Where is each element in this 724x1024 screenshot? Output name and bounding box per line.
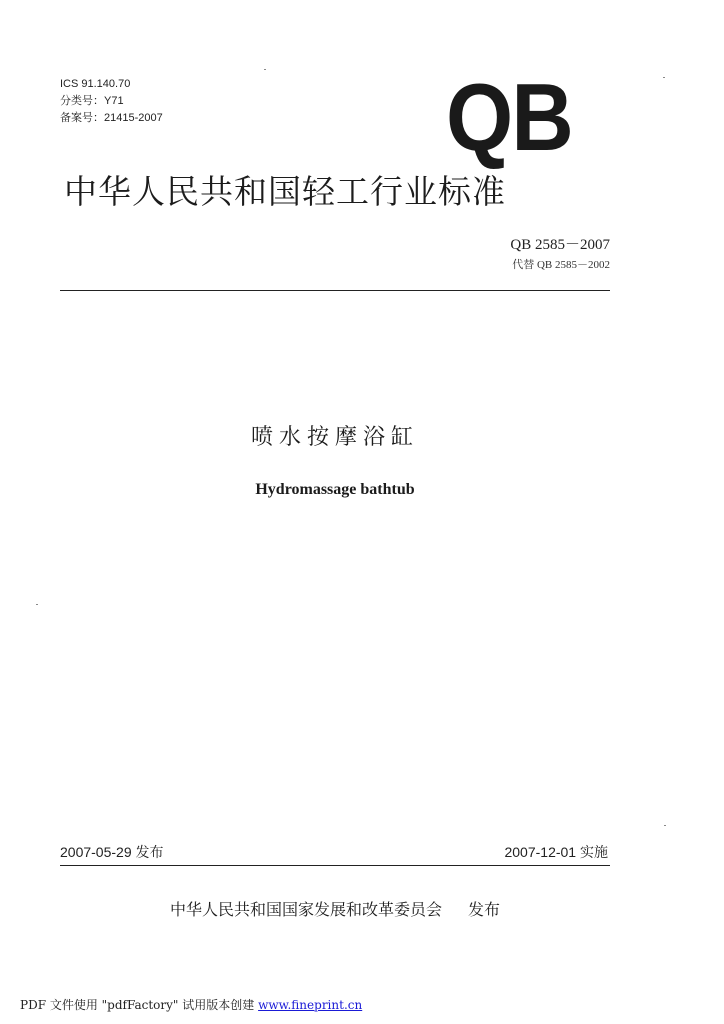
standard-number: QB 2585－2007 (510, 237, 610, 253)
scan-speck (36, 604, 38, 605)
scan-speck (664, 825, 666, 826)
pdf-footer (20, 996, 362, 1013)
document-title-chinese: 喷水按摩浴缸 (250, 425, 419, 450)
ministry-standard-title: 中华人民共和国轻工行业标准 (64, 172, 506, 211)
scan-speck (663, 77, 665, 78)
top-divider (60, 290, 610, 291)
scan-speck (264, 69, 266, 70)
category-code: 分类号：Y71 (60, 95, 124, 107)
effective-date: 2007-12-01 实施 (504, 844, 608, 860)
footer-text: PDF 文件使用 "pdfFactory" 试用版本创建 (20, 998, 255, 1012)
footer-link[interactable]: www.fineprint.cn (258, 998, 363, 1012)
standard-metadata (60, 76, 163, 127)
publisher-action: 发布 (468, 900, 501, 919)
qb-logo: QB (446, 64, 572, 171)
bottom-divider (60, 865, 610, 866)
publisher-line (0, 897, 670, 920)
ics-code: ICS 91.140.70 (60, 78, 131, 90)
document-title-english: Hydromassage bathtub (255, 481, 415, 498)
publisher-name: 中华人民共和国国家发展和改革委员会 (169, 900, 442, 919)
filing-number: 备案号：21415-2007 (60, 112, 163, 124)
replaced-standard: 代替 QB 2585－2002 (512, 259, 610, 271)
issue-date: 2007-05-29 发布 (60, 844, 164, 860)
